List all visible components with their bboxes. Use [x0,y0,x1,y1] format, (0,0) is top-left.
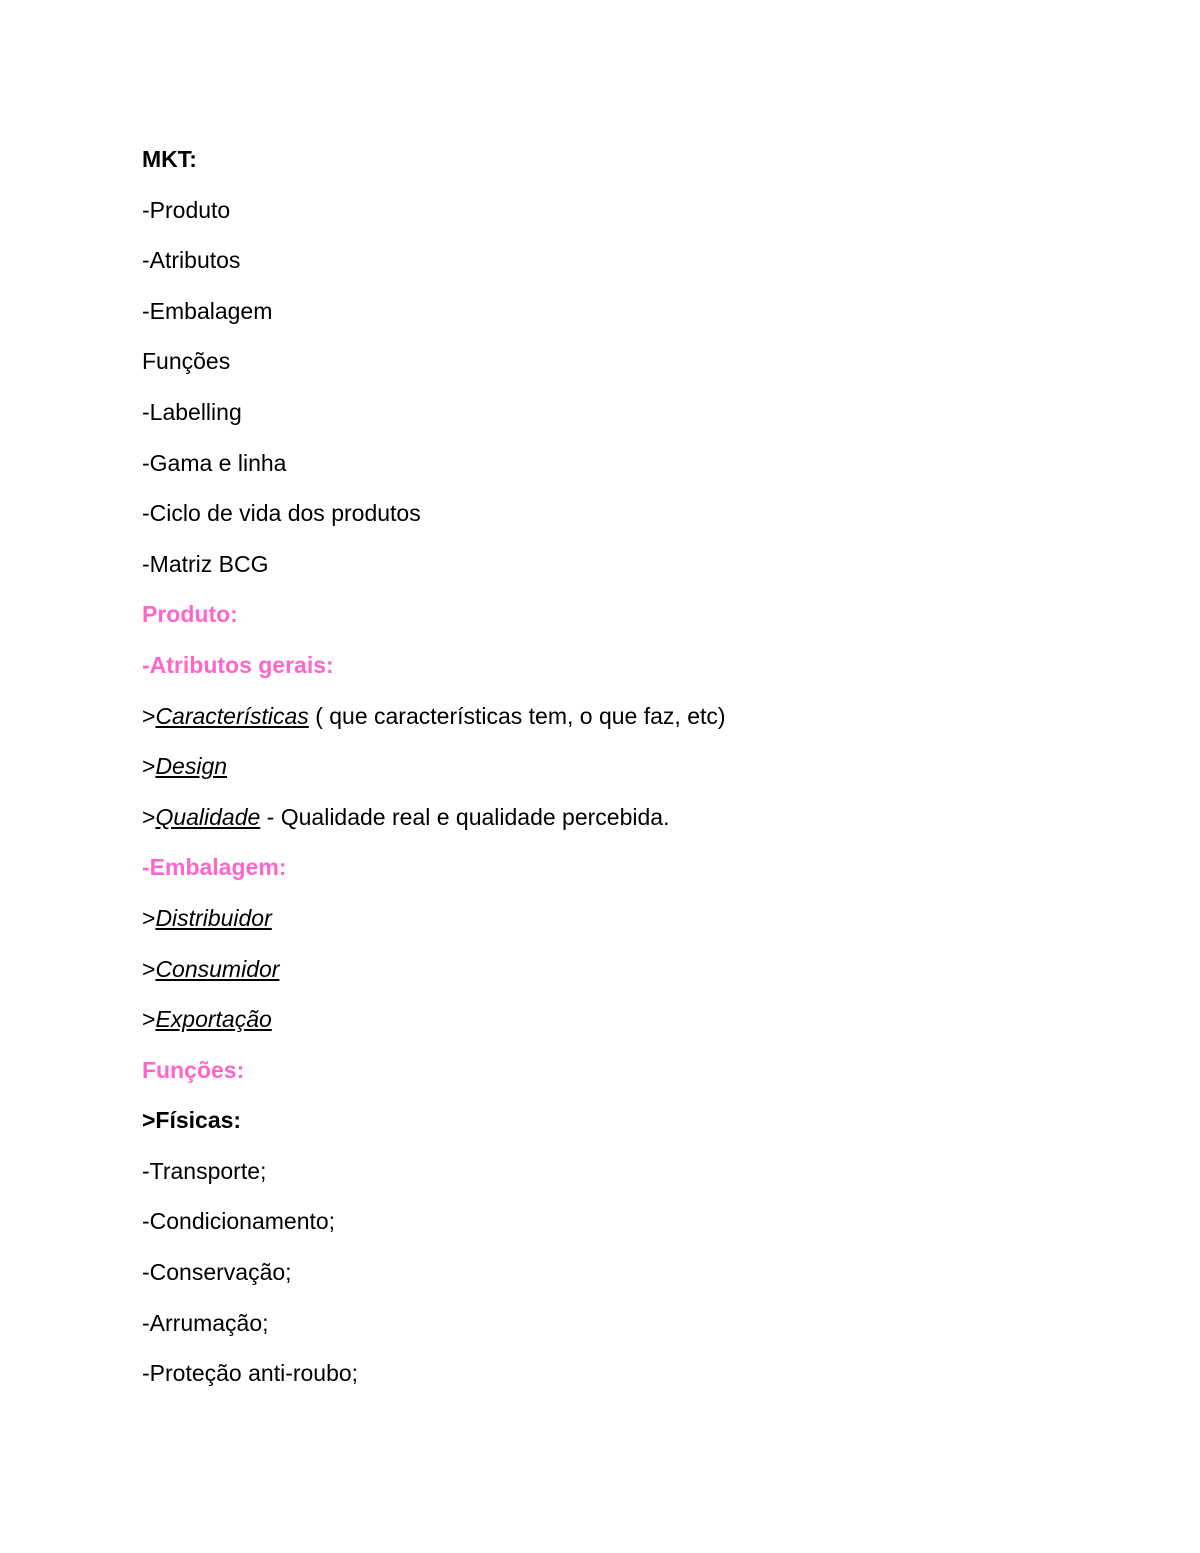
section-heading-produto: Produto: [142,601,238,628]
funcao-item: -Arrumação; [142,1309,269,1336]
embalagem-item-consumidor [142,950,1102,1001]
embalagem-item-exportacao [142,1000,1102,1051]
bullet-marker: > [142,904,156,931]
topic-item: -Labelling [142,398,242,425]
term-consumidor: Consumidor [155,955,280,982]
attribute-description: ( que características tem, o que faz, etc) [308,702,726,729]
topic-item: -Embalagem [142,297,273,324]
topic-item: -Matriz BCG [142,550,269,577]
subsection-heading-embalagem: -Embalagem: [142,854,287,881]
subsection-heading-atributos: -Atributos gerais: [142,651,334,678]
funcao-item: -Condicionamento; [142,1208,336,1235]
topic-item: -Ciclo de vida dos produtos [142,500,421,527]
bullet-marker: > [142,955,156,982]
attribute-caracteristicas [142,697,1102,748]
topic-item: Funções [142,348,231,375]
bullet-marker: > [142,753,156,780]
funcao-item: -Conservação; [142,1259,292,1286]
funcao-item: -Proteção anti-roubo; [142,1360,359,1387]
topic-item: -Produto [142,196,231,223]
bullet-marker: > [142,702,156,729]
topic-item: -Atributos [142,247,241,274]
funcao-item: -Transporte; [142,1157,267,1184]
term-distribuidor: Distribuidor [155,904,272,931]
attribute-design [142,747,1102,798]
document-heading: MKT: [142,146,197,172]
embalagem-item-distribuidor [142,899,1102,950]
attribute-qualidade [142,798,1102,849]
bullet-marker: > [142,1006,156,1033]
term-exportacao: Exportação [155,1006,272,1033]
topic-item: -Gama e linha [142,449,287,476]
section-heading-funcoes: Funções: [142,1056,245,1083]
term-caracteristicas: Características [155,702,309,729]
term-design: Design [155,753,228,780]
document-body [142,140,1102,1405]
attribute-description: - Qualidade real e qualidade percebida. [260,803,670,830]
bullet-marker: > [142,803,156,830]
subsection-heading-fisicas: >Físicas: [142,1107,242,1134]
term-qualidade: Qualidade [155,803,261,830]
